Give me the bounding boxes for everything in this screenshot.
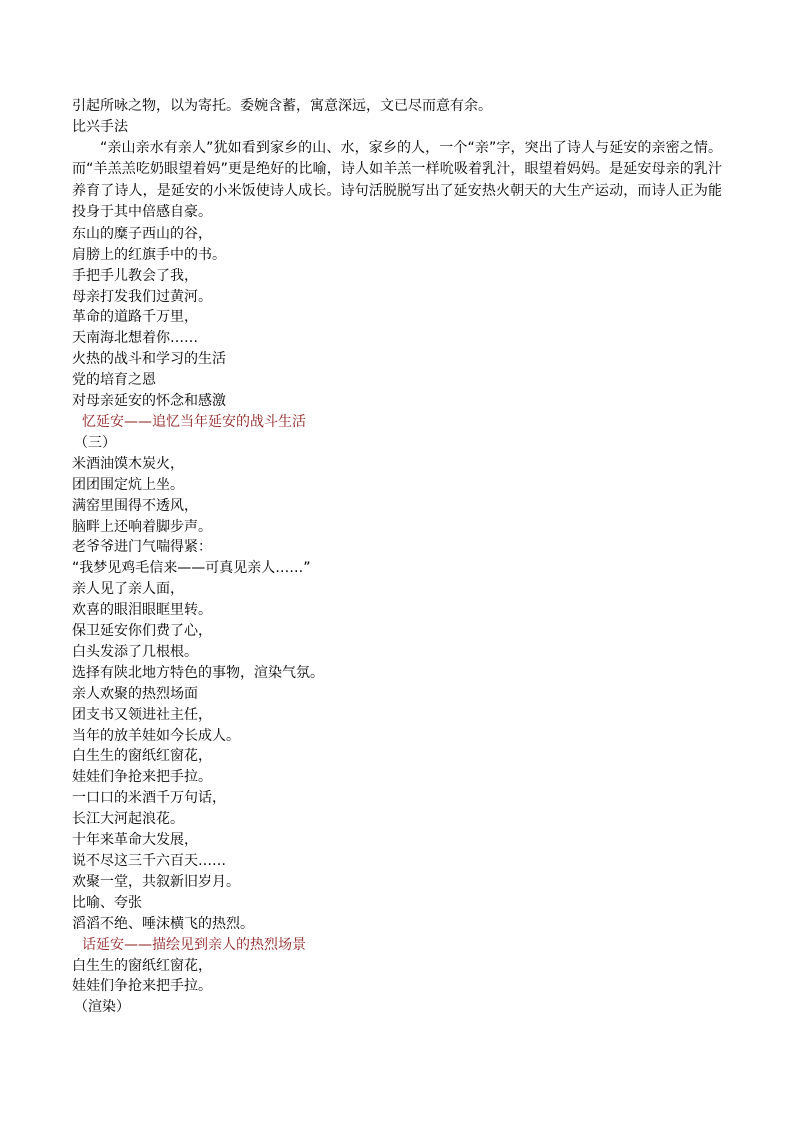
poem-line: 十年来革命大发展， [72, 832, 198, 849]
section-heading-recall: 忆延安——追忆当年延安的战斗生活 [82, 413, 306, 430]
section-number: （三） [74, 434, 116, 451]
poem-line: 团支书又领进社主任， [72, 706, 212, 723]
poem-line: 米酒油馍木炭火， [72, 455, 184, 472]
note-line: 选择有陕北地方特色的事物，渲染气氛。 [72, 664, 324, 681]
note-line: 欢聚一堂，共叙新旧岁月。 [72, 873, 240, 890]
poem-line: 母亲打发我们过黄河。 [72, 288, 212, 305]
poem-line: 白头发添了几根根。 [72, 643, 198, 660]
poem-line: 一口口的米酒千万句话， [72, 790, 226, 807]
document-page [72, 96, 722, 1018]
poem-line: 当年的放羊娃如今长成人。 [72, 727, 240, 744]
note-line: 火热的战斗和学习的生活 [72, 351, 226, 368]
poem-line: 娃娃们争抢来把手拉。 [72, 769, 212, 786]
poem-line: 长江大河起浪花。 [72, 811, 184, 828]
poem-line: 脑畔上还响着脚步声。 [72, 518, 212, 535]
poem-line: 满窑里围得不透风， [72, 497, 198, 514]
poem-line: 说不尽这三千六百天…… [72, 853, 226, 869]
poem-line: 保卫延安你们费了心， [72, 623, 212, 640]
note-line: （渲染） [74, 999, 130, 1016]
note-line: 滔滔不绝、唾沫横飞的热烈。 [72, 915, 254, 932]
note-line: 党的培育之恩 [72, 372, 156, 389]
note-line: 对母亲延安的怀念和感激 [72, 393, 226, 410]
poem-line: 亲人见了亲人面， [72, 581, 184, 598]
poem-line: 天南海北想着你…… [72, 330, 198, 347]
poem-line: 白生生的窗纸红窗花， [72, 957, 212, 974]
note-line: 比喻、夸张 [72, 894, 142, 911]
poem-line: “我梦见鸡毛信来——可真见亲人……” [72, 560, 311, 577]
section-heading-talk: 话延安——描绘见到亲人的热烈场景 [82, 936, 306, 953]
poem-line: 欢喜的眼泪眼眶里转。 [72, 602, 212, 619]
poem-line: 手把手儿教会了我， [72, 267, 198, 284]
analysis-paragraph: “亲山亲水有亲人”犹如看到家乡的山、水，家乡的人，一个“亲”字，突出了诗人与延安的亲密之情。而“羊羔羔吃奶眼望着妈”更是绝好的比喻，诗人如羊羔一样吮吸着乳汁，眼望着妈妈。是延安母亲的乳汁养育了诗人，是延安的小米饭使诗人成长。诗句活脱脱写出了延安热火朝天的大生产运动，而诗人正为能投身于其中倍感自豪。 [72, 139, 722, 221]
poem-line: 娃娃们争抢来把手拉。 [72, 978, 212, 995]
note-line: 亲人欢聚的热烈场面 [72, 685, 198, 702]
poem-line: 革命的道路千万里， [72, 309, 198, 326]
poem-line: 团团围定炕上坐。 [72, 476, 184, 493]
poem-line: 东山的糜子西山的谷， [72, 225, 212, 242]
text-line: 引起所咏之物，以为寄托。委婉含蓄，寓意深远，文已尽而意有余。 [72, 98, 492, 114]
poem-line: 肩膀上的红旗手中的书。 [72, 246, 226, 263]
poem-line: 老爷爷进门气喘得紧： [72, 539, 212, 556]
text-line: 比兴手法 [72, 118, 128, 135]
poem-line: 白生生的窗纸红窗花， [72, 748, 212, 765]
